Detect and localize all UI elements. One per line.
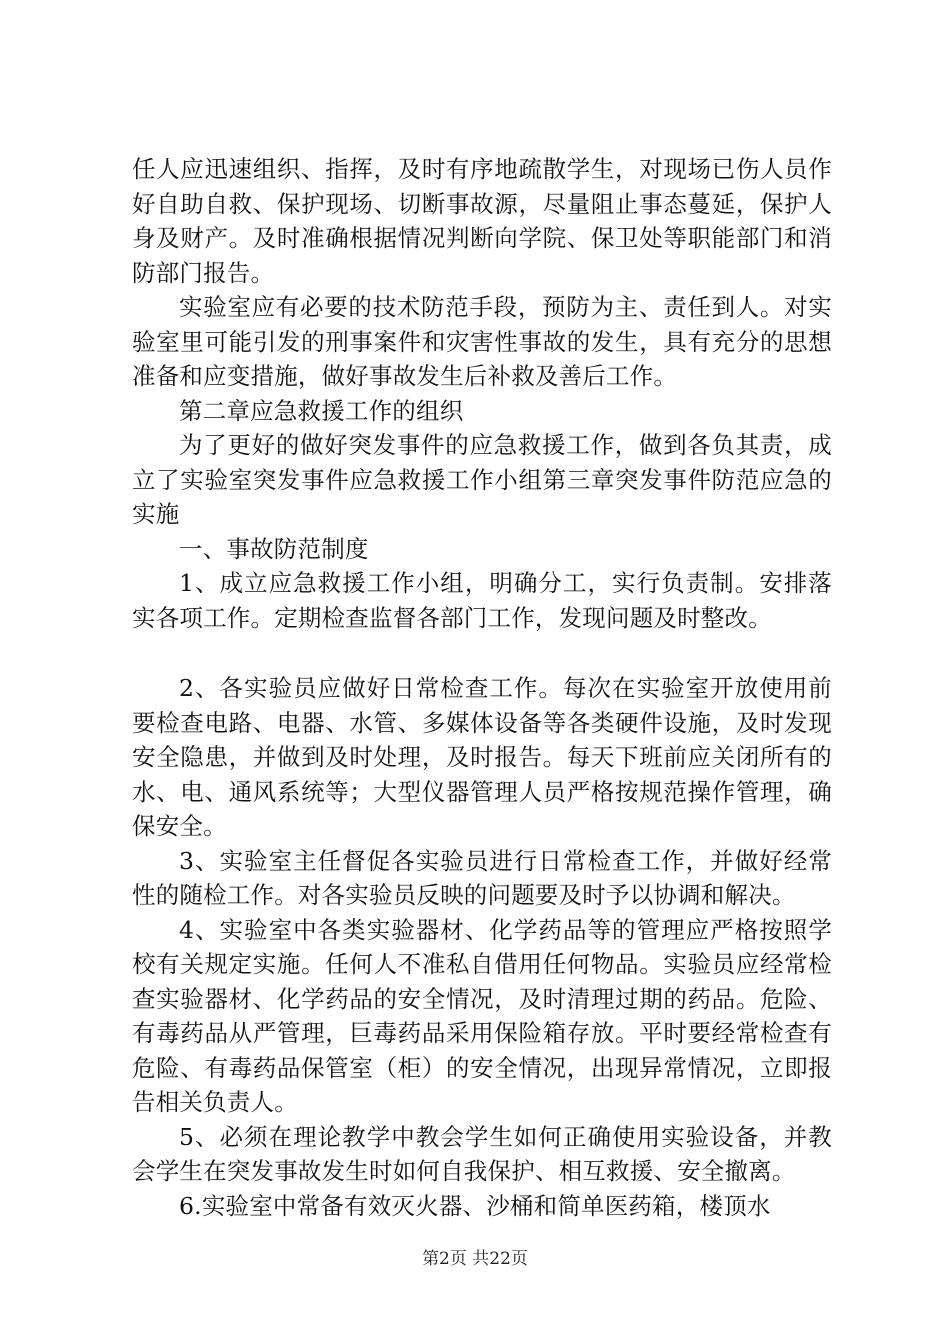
paragraph-technical-prevention: 实验室应有必要的技术防范手段，预防为主、责任到人。对实验室里可能引发的刑事案件和灾害性事故的发生，具有充分的思想准备和应变措施，做好事故发生后补救及善后工作。: [132, 293, 832, 390]
document-body: [132, 152, 832, 1223]
section-heading-prevention: 一、事故防范制度: [179, 534, 369, 563]
paragraph-rescue-group: 为了更好的做好突发事件的应急救援工作，做到各负其责，成立了实验室突发事件应急救援工作小组第三章突发事件防范应急的实施: [132, 431, 832, 528]
list-item-4: 4、实验室中各类实验器材、化学药品等的管理应严格按照学校有关规定实施。任何人不准私自借用任何物品。实验员应经常检查实验器材、化学药品的安全情况，及时清理过期的药品。危险、有毒药品从严管理，巨毒药品采用保险箱存放。平时要经常检查有危险、有毒药品保管室（柜）的安全情况，出现异常情况，立即报告相关负责人。: [132, 915, 832, 1116]
paragraph-spacer: [132, 635, 832, 671]
list-item-3: 3、实验室主任督促各实验员进行日常检查工作，并做好经常性的随检工作。对各实验员反映的问题要及时予以协调和解决。: [132, 846, 832, 909]
list-item-2: 2、各实验员应做好日常检查工作。每次在实验室开放使用前要检查电路、电器、水管、多媒体设备等各类硬件设施，及时发现安全隐患，并做到及时处理，及时报告。每天下班前应关闭所有的水、电、通风系统等；大型仪器管理人员严格按规范操作管理，确保安全。: [132, 674, 832, 840]
page-footer: 第2页 共22页: [422, 1249, 528, 1269]
paragraph-continuation: 任人应迅速组织、指挥，及时有序地疏散学生，对现场已伤人员作好自助自救、保护现场、切断事故源，尽量阻止事态蔓延，保护人身及财产。及时准确根据情况判断向学院、保卫处等职能部门和消防部门报告。: [132, 155, 832, 287]
chapter-heading-2: 第二章应急救援工作的组织: [179, 396, 464, 425]
list-item-5: 5、必须在理论教学中教会学生如何正确使用实验设备，并教会学生在突发事故发生时如何自我保护、相互救援、安全撤离。: [132, 1122, 832, 1185]
list-item-1: 1、成立应急救援工作小组，明确分工，实行负责制。安排落实各项工作。定期检查监督各部门工作，发现问题及时整改。: [132, 569, 832, 632]
list-item-6: 6.实验室中常备有效灭火器、沙桶和简单医药箱，楼顶水: [179, 1191, 771, 1220]
